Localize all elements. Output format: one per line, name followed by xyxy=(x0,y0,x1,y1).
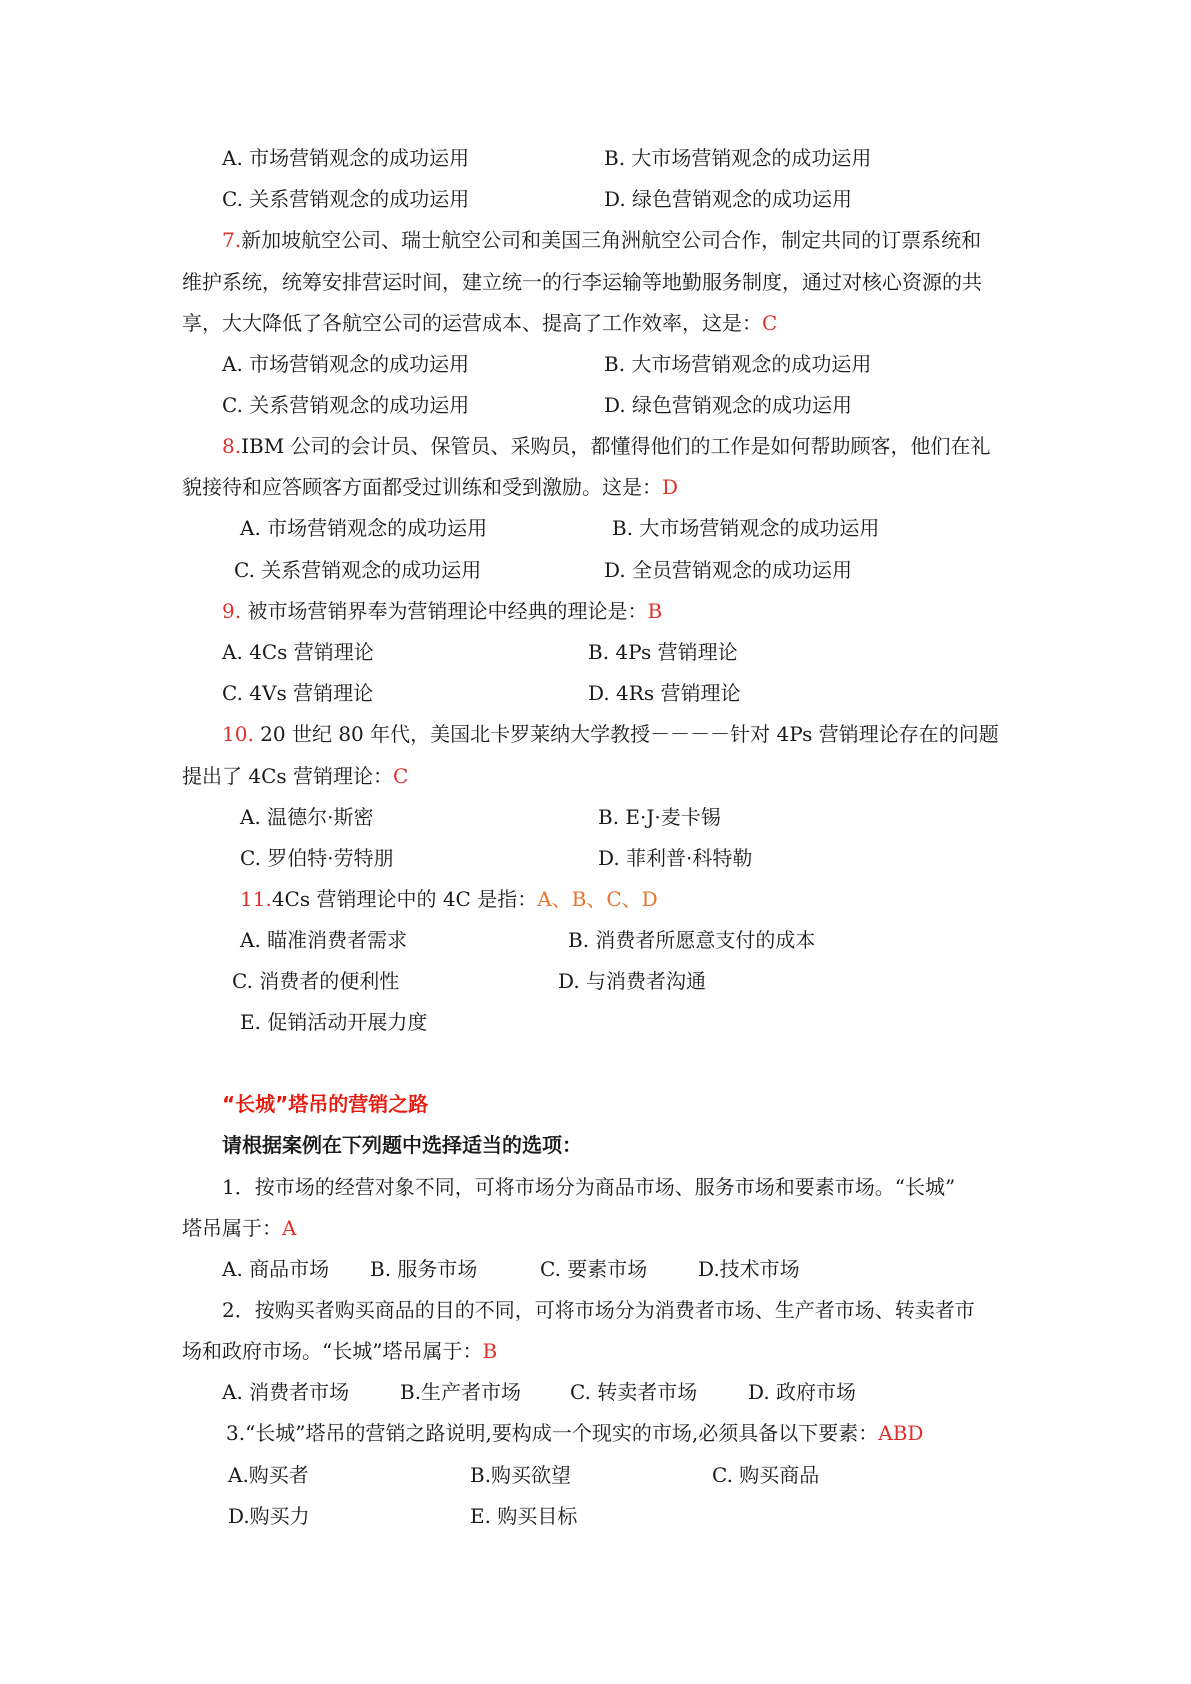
question-11-option-c: C. 消费者的便利性 xyxy=(232,969,400,993)
case-question-1-option-a: A. 商品市场 xyxy=(222,1257,330,1281)
question-9-option-d: D. 4Rs 营销理论 xyxy=(588,681,741,705)
question-7-option-a: A. 市场营销观念的成功运用 xyxy=(222,352,470,376)
case-question-1-answer: A xyxy=(282,1216,297,1240)
case-question-1-line-2: 塔吊属于：A xyxy=(182,1216,297,1240)
top-option-b: B. 大市场营销观念的成功运用 xyxy=(604,146,872,170)
case-question-2-option-d: D. 政府市场 xyxy=(748,1380,857,1404)
top-option-d: D. 绿色营销观念的成功运用 xyxy=(604,187,853,211)
case-question-2-option-a: A. 消费者市场 xyxy=(222,1380,350,1404)
question-10-option-d: D. 菲利普·科特勒 xyxy=(598,846,753,870)
case-question-3-option-a: A.购买者 xyxy=(228,1463,309,1487)
question-8-option-d: D. 全员营销观念的成功运用 xyxy=(604,558,853,582)
case-title: “长城”塔吊的营销之路 xyxy=(222,1092,429,1116)
question-11-number: 11. xyxy=(240,887,272,911)
question-8-option-c: C. 关系营销观念的成功运用 xyxy=(234,558,482,582)
case-question-3-option-b: B.购买欲望 xyxy=(470,1463,572,1487)
case-question-3-answer: ABD xyxy=(878,1421,924,1445)
case-question-1-line-1: 1．按市场的经营对象不同，可将市场分为商品市场、服务市场和要素市场。“长城” xyxy=(222,1175,956,1199)
question-7-option-c: C. 关系营销观念的成功运用 xyxy=(222,393,470,417)
question-8-line-2: 貌接待和应答顾客方面都受过训练和受到激励。这是：D xyxy=(182,475,679,499)
question-10-option-c: C. 罗伯特·劳特朋 xyxy=(240,846,394,870)
question-10-line-1: 10. 20 世纪 80 年代，美国北卡罗莱纳大学教授－－－－针对 4Ps 营销理论存在的问题 xyxy=(222,722,999,746)
question-8-number: 8. xyxy=(222,434,242,458)
question-11-option-d: D. 与消费者沟通 xyxy=(558,969,707,993)
question-9-number: 9. xyxy=(222,599,242,623)
question-9-line-1: 9. 被市场营销界奉为营销理论中经典的理论是：B xyxy=(222,599,663,623)
case-question-1-option-c: C. 要素市场 xyxy=(540,1257,648,1281)
question-7-answer: C xyxy=(762,311,778,335)
question-7-line-3: 享，大大降低了各航空公司的运营成本、提高了工作效率，这是：C xyxy=(182,311,778,335)
case-question-1-option-b: B. 服务市场 xyxy=(370,1257,478,1281)
question-8-option-b: B. 大市场营销观念的成功运用 xyxy=(612,516,880,540)
question-11-answer: A、B、C、D xyxy=(537,887,658,911)
case-question-3-line-1: 3.“长城”塔吊的营销之路说明,要构成一个现实的市场,必须具备以下要素：ABD xyxy=(226,1421,924,1445)
question-9-option-c: C. 4Vs 营销理论 xyxy=(222,681,374,705)
question-9-option-b: B. 4Ps 营销理论 xyxy=(588,640,738,664)
question-8-answer: D xyxy=(662,475,679,499)
question-8-line-1: 8.IBM 公司的会计员、保管员、采购员，都懂得他们的工作是如何帮助顾客，他们在礼 xyxy=(222,434,991,458)
case-question-2-answer: B xyxy=(482,1339,498,1363)
question-9-option-a: A. 4Cs 营销理论 xyxy=(222,640,374,664)
top-option-a: A. 市场营销观念的成功运用 xyxy=(222,146,470,170)
case-instruction: 请根据案例在下列题中选择适当的选项： xyxy=(222,1133,582,1157)
question-10-option-b: B. E·J·麦卡锡 xyxy=(598,805,721,829)
case-question-3-option-c: C. 购买商品 xyxy=(712,1463,820,1487)
question-7-line-1: 7.新加坡航空公司、瑞士航空公司和美国三角洲航空公司合作，制定共同的订票系统和 xyxy=(222,228,982,252)
question-9-answer: B xyxy=(647,599,663,623)
question-10-number: 10. xyxy=(222,722,254,746)
question-10-line-2: 提出了 4Cs 营销理论：C xyxy=(182,764,409,788)
question-7-number: 7. xyxy=(222,228,242,252)
question-8-option-a: A. 市场营销观念的成功运用 xyxy=(240,516,488,540)
case-question-3-option-e: E. 购买目标 xyxy=(470,1504,578,1528)
case-question-2-option-b: B.生产者市场 xyxy=(400,1380,522,1404)
question-11-option-e: E. 促销活动开展力度 xyxy=(240,1010,428,1034)
question-11-option-b: B. 消费者所愿意支付的成本 xyxy=(568,928,816,952)
question-7-option-d: D. 绿色营销观念的成功运用 xyxy=(604,393,853,417)
question-7-line-2: 维护系统，统筹安排营运时间，建立统一的行李运输等地勤服务制度，通过对核心资源的共 xyxy=(182,270,982,294)
case-question-2-line-1: 2．按购买者购买商品的目的不同，可将市场分为消费者市场、生产者市场、转卖者市 xyxy=(222,1298,975,1322)
case-question-2-option-c: C. 转卖者市场 xyxy=(570,1380,698,1404)
question-11-line-1: 11.4Cs 营销理论中的 4C 是指：A、B、C、D xyxy=(240,887,658,911)
question-10-answer: C xyxy=(393,764,409,788)
question-11-option-a: A. 瞄准消费者需求 xyxy=(240,928,408,952)
case-question-3-option-d: D.购买力 xyxy=(228,1504,310,1528)
case-question-1-option-d: D.技术市场 xyxy=(698,1257,800,1281)
question-7-option-b: B. 大市场营销观念的成功运用 xyxy=(604,352,872,376)
top-option-c: C. 关系营销观念的成功运用 xyxy=(222,187,470,211)
question-10-option-a: A. 温德尔·斯密 xyxy=(240,805,374,829)
case-question-2-line-2: 场和政府市场。“长城”塔吊属于：B xyxy=(182,1339,498,1363)
